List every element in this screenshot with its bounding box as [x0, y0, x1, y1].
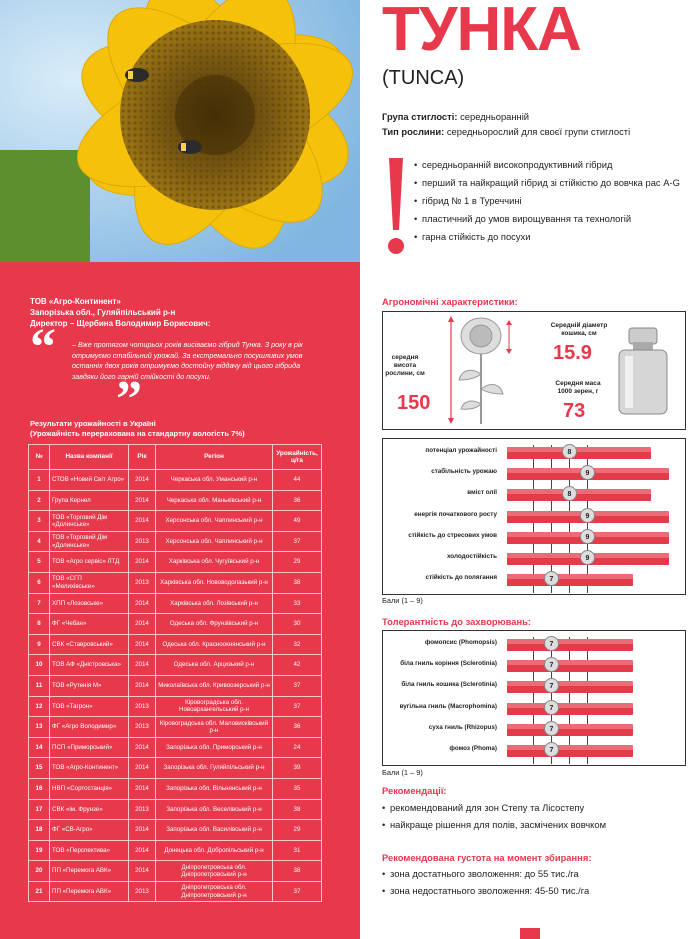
row-year: 2014 [129, 470, 156, 491]
product-properties [382, 110, 630, 139]
row-region: Запорізька обл. Гуляйпільський р-н [156, 758, 273, 779]
table-row [29, 799, 322, 820]
tolerance-score-badge: 7 [544, 742, 559, 757]
col-region-header: Регіон [156, 445, 273, 470]
row-region: Харківська обл. Чугуївський р-н [156, 552, 273, 573]
row-company: ФГ «Чебан» [50, 614, 129, 635]
trait-score-badge: 9 [580, 465, 595, 480]
table-row [29, 675, 322, 696]
row-year: 2014 [129, 758, 156, 779]
tolerance-row [383, 722, 685, 737]
tolerance-row [383, 701, 685, 716]
row-num: 16 [29, 778, 50, 799]
row-company: ТОВ «Агро сервіс» ЛТД [50, 552, 129, 573]
tolerance-bar [507, 724, 633, 736]
tolerance-score-badge: 7 [544, 636, 559, 651]
exclamation-icon [385, 158, 407, 256]
row-year: 2014 [129, 634, 156, 655]
row-yield: 38 [273, 572, 322, 593]
trait-label: енергія початкового росту [414, 510, 497, 518]
maturity-label: Група стиглості: [382, 111, 458, 122]
sunflower-plant-icon [421, 314, 521, 426]
tolerance-row [383, 743, 685, 758]
row-num: 12 [29, 696, 50, 717]
results-title: Результати урожайності в Україні [30, 419, 156, 428]
weight-icon [615, 326, 671, 418]
tolerance-label: біла гниль коріння (Sclerotinia) [400, 660, 497, 668]
row-year: 2014 [129, 778, 156, 799]
height-value: 150 [397, 392, 431, 414]
tolerance-label: вугільна гниль (Macrophomina) [399, 702, 497, 710]
row-num: 5 [29, 552, 50, 573]
row-yield: 36 [273, 717, 322, 738]
table-row [29, 490, 322, 511]
agro-box [382, 311, 686, 430]
row-num: 10 [29, 655, 50, 676]
results-heading [30, 419, 245, 439]
col-company-header: Назва компанії [50, 445, 129, 470]
row-num: 13 [29, 717, 50, 738]
row-year: 2013 [129, 881, 156, 902]
row-company: НВП «Сортостанція» [50, 778, 129, 799]
row-year: 2014 [129, 861, 156, 882]
row-num: 1 [29, 470, 50, 491]
trait-score-badge: 9 [580, 508, 595, 523]
row-num: 20 [29, 861, 50, 882]
table-row [29, 531, 322, 552]
feature-item: • середньоранній високопродуктивний гібрид [414, 159, 686, 172]
tolerance-bar [507, 745, 633, 757]
tolerance-bar [507, 639, 633, 651]
results-subtitle: (Урожайність перерахована на стандартну вологість 7%) [30, 429, 245, 438]
row-year: 2013 [129, 799, 156, 820]
row-company: ПСП «Приморський» [50, 737, 129, 758]
trait-score-badge: 7 [544, 571, 559, 586]
row-company: ТОВ «Рутенія М» [50, 675, 129, 696]
row-year: 2014 [129, 737, 156, 758]
tolerance-label: суха гниль (Rhizopus) [428, 723, 497, 731]
table-row [29, 552, 322, 573]
row-yield: 44 [273, 470, 322, 491]
company-director: Директор – Щербина Володимир Борисович: [30, 319, 211, 328]
tolerance-heading: Толерантність до захворювань: [382, 616, 532, 627]
row-num: 6 [29, 572, 50, 593]
row-company: ПП «Перемога АВК» [50, 881, 129, 902]
plant-type-value: середньорослий для своєї групи стиглості [444, 125, 631, 137]
row-year: 2013 [129, 696, 156, 717]
table-row [29, 593, 322, 614]
row-region: Запорізька обл. Вільнянський р-н [156, 778, 273, 799]
density-list [382, 867, 589, 901]
feature-item: • перший та найкращий гібрид зі стійкістю до вовчка рас A-G [414, 177, 686, 190]
features-list [414, 159, 686, 249]
row-region: Запорізька обл. Василівський р-н [156, 820, 273, 841]
row-company: ТОВ «Тагрон» [50, 696, 129, 717]
mass-label: Середня маса 1000 зерен, г [555, 380, 601, 395]
row-yield: 36 [273, 490, 322, 511]
row-region: Одеська обл. Арцизький р-н [156, 655, 273, 676]
tolerance-bar [507, 681, 633, 693]
testimonial-quote: – Вже протягом чотирьох років висіваємо гібрид Тунка. З року в рік отримуємо стабільний урожай. За екстремально посушливих умов останніх двох років отримуємо достойну віддачу від цього гібрида завдяки його гарній стійкості до посухи. [72, 340, 303, 381]
maturity-value: середньоранній [457, 111, 530, 122]
trait-bar [507, 574, 633, 586]
row-yield: 49 [273, 511, 322, 532]
row-num: 19 [29, 840, 50, 861]
row-company: ТОВ «СГП «Мелихівське» [50, 572, 129, 593]
table-row [29, 470, 322, 491]
table-row [29, 634, 322, 655]
row-yield: 38 [273, 799, 322, 820]
row-region: Кіровоградська обл. Новоархангельський р-н [156, 696, 273, 717]
row-num: 3 [29, 511, 50, 532]
diameter-label: Середній діаметр кошика, см [550, 322, 608, 337]
table-row [29, 511, 322, 532]
table-row [29, 758, 322, 779]
trait-bar [507, 447, 651, 459]
row-region: Запорізька обл. Веселівський р-н [156, 799, 273, 820]
trait-bar [507, 489, 651, 501]
tolerance-label: фомоз (Phoma) [449, 745, 497, 752]
row-year: 2014 [129, 614, 156, 635]
row-yield: 31 [273, 840, 322, 861]
tolerance-bar [507, 703, 633, 715]
tolerance-chart [383, 637, 685, 763]
row-company: СВК «Ставровський» [50, 634, 129, 655]
row-year: 2013 [129, 572, 156, 593]
row-yield: 37 [273, 675, 322, 696]
density-heading: Рекомендована густота на момент збирання: [382, 852, 592, 863]
col-year-header: Рік [129, 445, 156, 470]
row-yield: 30 [273, 614, 322, 635]
row-year: 2014 [129, 511, 156, 532]
row-company: ТОВ АФ «Дністровська» [50, 655, 129, 676]
height-label: середня висота рослини, см [385, 354, 425, 377]
row-region: Кіровоградська обл. Маловисківський р-н [156, 717, 273, 738]
row-yield: 42 [273, 655, 322, 676]
company-name: ТОВ «Агро-Континент» [30, 297, 121, 306]
row-yield: 39 [273, 758, 322, 779]
row-region: Херсонська обл. Чаплинський р-н [156, 531, 273, 552]
row-company: ФГ «СВ-Агро» [50, 820, 129, 841]
recommend-item: • найкраще рішення для полів, засмічених вовчком [382, 818, 606, 831]
company-info [30, 296, 210, 329]
mass-value: 73 [563, 400, 586, 422]
sunflower-photo [0, 0, 360, 262]
feature-item: • гарна стійкість до посухи [414, 231, 686, 244]
feature-item: • гібрид № 1 в Туреччині [414, 195, 686, 208]
product-subtitle: (TUNCA) [382, 67, 465, 89]
trait-row [383, 445, 685, 460]
row-num: 9 [29, 634, 50, 655]
row-region: Черкаська обл. Уманський р-н [156, 470, 273, 491]
row-yield: 29 [273, 820, 322, 841]
table-row [29, 840, 322, 861]
density-item: • зона достатнього зволоження: до 55 тис./га [382, 867, 589, 880]
tolerance-row [383, 679, 685, 694]
tolerance-scale-note: Бали (1 – 9) [382, 768, 423, 777]
row-yield: 32 [273, 634, 322, 655]
row-company: СВК «ім. Фрунзе» [50, 799, 129, 820]
row-yield: 24 [273, 737, 322, 758]
traits-chart-box [382, 438, 686, 595]
row-region: Харківська обл. Лозівський р-н [156, 593, 273, 614]
tolerance-row [383, 658, 685, 673]
row-company: ТОВ «Торговий Дім «Долинське» [50, 531, 129, 552]
table-header-row [29, 445, 322, 470]
tolerance-score-badge: 7 [544, 721, 559, 736]
diameter-value: 15.9 [553, 342, 592, 364]
row-num: 4 [29, 531, 50, 552]
table-row [29, 614, 322, 635]
trait-score-badge: 9 [580, 529, 595, 544]
row-region: Черкаська обл. Маньківський р-н [156, 490, 273, 511]
trait-row [383, 466, 685, 481]
plant-type-label: Тип рослини: [382, 125, 445, 137]
row-num: 17 [29, 799, 50, 820]
tolerance-label: біла гниль кошика (Sclerotinia) [401, 681, 497, 689]
row-region: Дніпропетровська обл. Дніпропетровський р-н [156, 881, 273, 902]
table-row [29, 737, 322, 758]
row-yield: 33 [273, 593, 322, 614]
trait-row [383, 530, 685, 545]
feature-item: • пластичний до умов вирощування та технологій [414, 213, 686, 226]
trait-row [383, 551, 685, 566]
quote-close-icon: ” [116, 371, 142, 428]
page-marker [520, 928, 540, 939]
density-item: • зона недостатнього зволоження: 45-50 тис./га [382, 884, 589, 897]
row-num: 18 [29, 820, 50, 841]
trait-label: стабільність урожаю [431, 468, 497, 476]
row-company: ПП «Перемога АВК» [50, 861, 129, 882]
row-region: Херсонська обл. Чаплинський р-н [156, 511, 273, 532]
row-region: Миколаївська обл. Кривоозерський р-н [156, 675, 273, 696]
row-company: ФГ «Агро Володимир» [50, 717, 129, 738]
table-row [29, 717, 322, 738]
row-num: 21 [29, 881, 50, 902]
recommend-item: • рекомендований для зон Степу та Лісостепу [382, 801, 606, 814]
row-num: 2 [29, 490, 50, 511]
company-location: Запорізька обл., Гуляйпільський р-н [30, 308, 176, 317]
row-region: Донецька обл. Добропільський р-н [156, 840, 273, 861]
row-region: Одеська обл. Красноокнянський р-н [156, 634, 273, 655]
traits-chart [383, 445, 685, 593]
traits-scale-note: Бали (1 – 9) [382, 596, 423, 605]
row-company: ТОВ «Агро-Континент» [50, 758, 129, 779]
row-year: 2013 [129, 717, 156, 738]
row-num: 7 [29, 593, 50, 614]
col-num-header: № [29, 445, 50, 470]
recommend-list [382, 801, 606, 835]
trait-label: холодостійкість [446, 553, 497, 560]
trait-score-badge: 9 [580, 550, 595, 565]
table-row [29, 820, 322, 841]
table-row [29, 572, 322, 593]
row-yield: 29 [273, 552, 322, 573]
row-num: 11 [29, 675, 50, 696]
trait-label: вміст олії [467, 489, 497, 497]
tolerance-score-badge: 7 [544, 700, 559, 715]
row-num: 14 [29, 737, 50, 758]
trait-score-badge: 8 [562, 486, 577, 501]
row-region: Запорізька обл. Приморський р-н [156, 737, 273, 758]
tolerance-bar [507, 660, 633, 672]
row-company: Група Кернел [50, 490, 129, 511]
table-row [29, 861, 322, 882]
row-company: ХПП «Лозовське» [50, 593, 129, 614]
results-table-body [29, 470, 322, 902]
trait-label: стійкість до полягання [425, 574, 497, 582]
row-yield: 37 [273, 531, 322, 552]
results-table [28, 444, 322, 902]
table-row [29, 778, 322, 799]
trait-row [383, 509, 685, 524]
row-year: 2014 [129, 593, 156, 614]
product-title: ТУНКА [382, 0, 581, 64]
row-year: 2014 [129, 490, 156, 511]
row-yield: 37 [273, 696, 322, 717]
tolerance-score-badge: 7 [544, 678, 559, 693]
row-year: 2014 [129, 675, 156, 696]
col-yield-header: Урожайність, ц/га [273, 445, 322, 470]
trait-label: потенціал урожайності [425, 447, 497, 454]
tolerance-row [383, 637, 685, 652]
trait-row [383, 487, 685, 502]
table-row [29, 696, 322, 717]
agro-heading: Агрономічні характеристики: [382, 296, 518, 307]
quote-open-icon: “ [30, 319, 56, 376]
row-yield: 38 [273, 861, 322, 882]
row-region: Харківська обл. Нововодолазький р-н [156, 572, 273, 593]
tolerance-label: фомопсис (Phomopsis) [424, 639, 497, 646]
row-company: ТОВ «Торговий Дім «Долинське» [50, 511, 129, 532]
tolerance-score-badge: 7 [544, 657, 559, 672]
row-year: 2014 [129, 552, 156, 573]
row-yield: 35 [273, 778, 322, 799]
row-num: 8 [29, 614, 50, 635]
row-year: 2014 [129, 820, 156, 841]
row-year: 2014 [129, 655, 156, 676]
trait-score-badge: 8 [562, 444, 577, 459]
row-yield: 37 [273, 881, 322, 902]
tolerance-chart-box [382, 630, 686, 766]
trait-label: стійкість до стресових умов [408, 531, 497, 539]
row-company: СТОВ «Новий Світ Агро» [50, 470, 129, 491]
row-company: ТОВ «Перспектива» [50, 840, 129, 861]
row-region: Дніпропетровська обл. Дніпропетровський р-н [156, 861, 273, 882]
table-row [29, 655, 322, 676]
row-year: 2014 [129, 840, 156, 861]
row-region: Одеська обл. Фрунзівський р-н [156, 614, 273, 635]
recommend-heading: Рекомендації: [382, 785, 447, 796]
table-row [29, 881, 322, 902]
maturity-row [382, 110, 630, 125]
trait-row [383, 572, 685, 587]
row-year: 2013 [129, 531, 156, 552]
row-num: 15 [29, 758, 50, 779]
plant-type-row [382, 125, 630, 140]
